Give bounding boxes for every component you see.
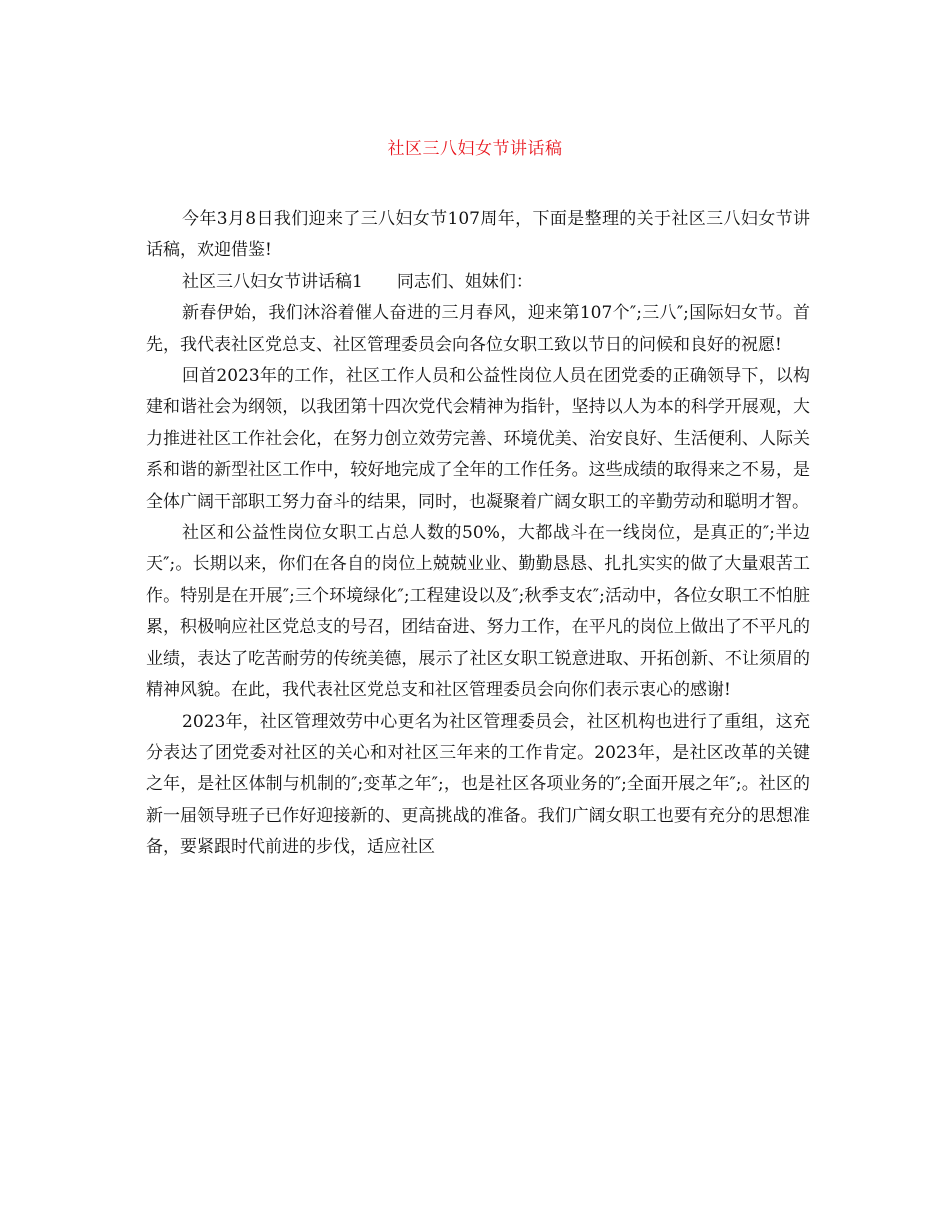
document-title: 社区三八妇女节讲话稿	[387, 139, 563, 159]
paragraph-outlook: 2023年，社区管理效劳中心更名为社区管理委员会，社区机构也进行了重组，这充分表达了团党委对社区的关心和对社区三年来的工作肯定。2023年，是社区改革的关键之年，是社区体制与机制的″;变革之年″;，也是社区各项业务的″;全面开展之年″;。社区的新一届领导班子已作好迎接新的、更高挑战的准备。我们广阔女职工也要有充分的思想准备，要紧跟时代前进的步伐，适应社区	[146, 711, 810, 858]
paragraph-review: 回首2023年的工作，社区工作人员和公益性岗位人员在团党委的正确领导下，以构建和谐社会为纲领，以我团第十四次党代会精神为指针，坚持以人为本的科学开展观，大力推进社区工作社会化，在努力创立效劳完善、环境优美、治安良好、生活便利、人际关系和谐的新型社区工作中，较好地完成了全年的工作任务。这些成绩的取得来之不易，是全体广阔干部职工努力奋斗的结果，同时，也凝聚着广阔女职工的辛勤劳动和聪明才智。	[146, 366, 810, 512]
paragraph-greeting: 新春伊始，我们沐浴着催人奋进的三月春风，迎来第107个″;三八″;国际妇女节。首先，我代表社区党总支、社区管理委员会向各位女职工致以节日的问候和良好的祝愿!	[146, 303, 810, 355]
paragraph-heading: 社区三八妇女节讲话稿1 同志们、姐妹们：	[182, 271, 533, 292]
document-body	[146, 204, 810, 864]
paragraph-thanks: 社区和公益性岗位女职工占总人数的50%，大都战斗在一线岗位，是真正的″;半边天″;。长期以来，你们在各自的岗位上兢兢业业、勤勤恳恳、扎扎实实的做了大量艰苦工作。特别是在开展″;三个环境绿化″;工程建设以及″;秋季支农″;活动中，各位女职工不怕脏累，积极响应社区党总支的号召，团结奋进、努力工作，在平凡的岗位上做出了不平凡的业绩，表达了吃苦耐劳的传统美德，展示了社区女职工锐意进取、开拓创新、不让须眉的精神风貌。在此，我代表社区党总支和社区管理委员会向你们表示衷心的感谢!	[146, 523, 810, 701]
paragraph-intro: 今年3月8日我们迎来了三八妇女节107周年，下面是整理的关于社区三八妇女节讲话稿，欢迎借鉴!	[146, 209, 810, 261]
